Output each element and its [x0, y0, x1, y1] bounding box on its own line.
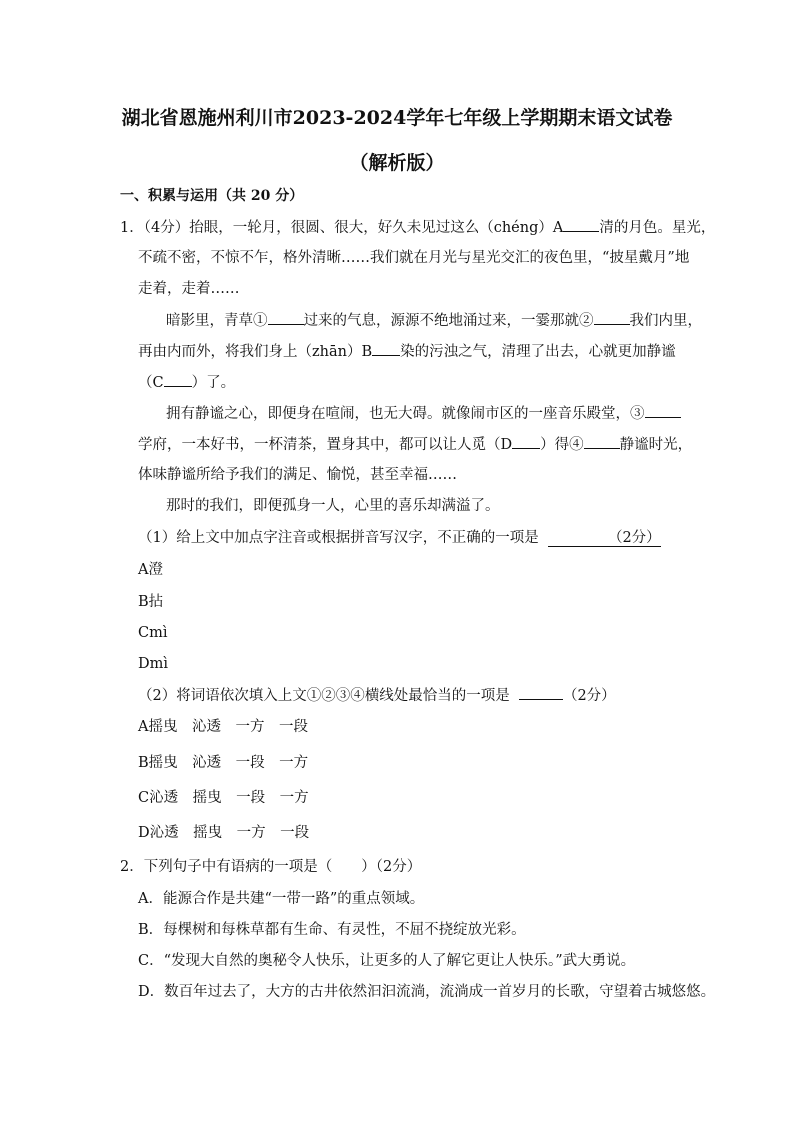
q1-sub1-option-c: Cmì	[138, 625, 168, 641]
q2-option-a: A．能源合作是共建“一带一路”的重点领域。	[138, 891, 425, 907]
q1-para3-line3: 体味静谧所给予我们的满足、愉悦，甚至幸福……	[138, 467, 457, 483]
q1-sub2-option-a: A摇曳 沁透 一方 一段	[138, 719, 308, 735]
blank-C	[164, 372, 192, 387]
q1-sub1-option-d: Dmì	[138, 656, 169, 672]
q1-line-1: 1．（4分）抬眼，一轮月，很圆、很大，好久未见过这么（chéng）A 清的月色。星光，	[120, 217, 715, 238]
q1-para2-line3: （C ）了。	[138, 372, 235, 393]
q1-sub2-option-b: B摇曳 沁透 一段 一方	[138, 755, 309, 771]
blank-B	[372, 341, 400, 356]
q2-option-d: D．数百年过去了，大方的古井依然汩汩流淌，流淌成一首岁月的长歌，守望着古城悠悠。	[138, 984, 716, 1000]
q1-sub2-stem: （2）将词语依次填入上文①②③④横线处最恰当的一项是 （2分）	[138, 685, 616, 706]
q1-sub1-stem: （1）给上文中加点字注音或根据拼音写汉字，不正确的一项是 （2分）	[138, 530, 661, 546]
blank-3	[645, 403, 681, 418]
section-heading: 一、积累与运用（共 20 分）	[120, 188, 304, 204]
q1-sub2-option-d: D沁透 摇曳 一方 一段	[138, 825, 310, 841]
q2-option-b: B．每棵树和每株草都有生命、有灵性，不屈不挠绽放光彩。	[138, 922, 526, 938]
blank-4	[584, 434, 620, 449]
blank-D	[512, 434, 540, 449]
q1-para3-line1: 拥有静谧之心，即便身在喧闹，也无大碍。就像闹市区的一座音乐殿堂，③	[166, 403, 681, 424]
page-subtitle: （解析版）	[349, 152, 445, 174]
q2-stem: 2．下列句子中有语病的一项是（ ）（2分）	[120, 859, 422, 875]
answer-blank-sub1: （2分）	[548, 530, 661, 547]
blank-A	[563, 217, 599, 232]
blank-2	[594, 310, 630, 325]
q1-para4-line1: 那时的我们，即便孤身一人，心里的喜乐却满溢了。	[166, 498, 500, 514]
answer-blank-sub2	[519, 685, 563, 700]
page-title: 湖北省恩施州利川市2023-2024学年七年级上学期期末语文试卷	[121, 107, 673, 129]
q1-line-2: 不疏不密，不惊不乍，格外清晰……我们就在月光与星光交汇的夜色里，“披星戴月”地	[138, 250, 690, 266]
q1-sub1-option-a: A澄	[138, 562, 163, 578]
q1-para3-line2: 学府，一本好书，一杯清茶，置身其中，都可以让人觅（D ）得④ 静谧时光，	[138, 434, 692, 455]
q1-sub2-option-c: C沁透 摇曳 一段 一方	[138, 790, 309, 806]
blank-1	[268, 310, 304, 325]
q1-para2-line2: 再由内而外，将我们身上（zhān）B 染的污浊之气，清理了出去，心就更加静谧	[138, 341, 676, 362]
q1-para2-line1: 暗影里，青草① 过来的气息，源源不绝地涌过来，一霎那就② 我们内里，	[166, 310, 702, 331]
q1-sub1-option-b: B拈	[138, 594, 164, 610]
q2-option-c: C．“发现大自然的奥秘令人快乐，让更多的人了解它更让人快乐。”武大勇说。	[138, 953, 636, 969]
q1-line-3: 走着，走着……	[138, 281, 240, 297]
